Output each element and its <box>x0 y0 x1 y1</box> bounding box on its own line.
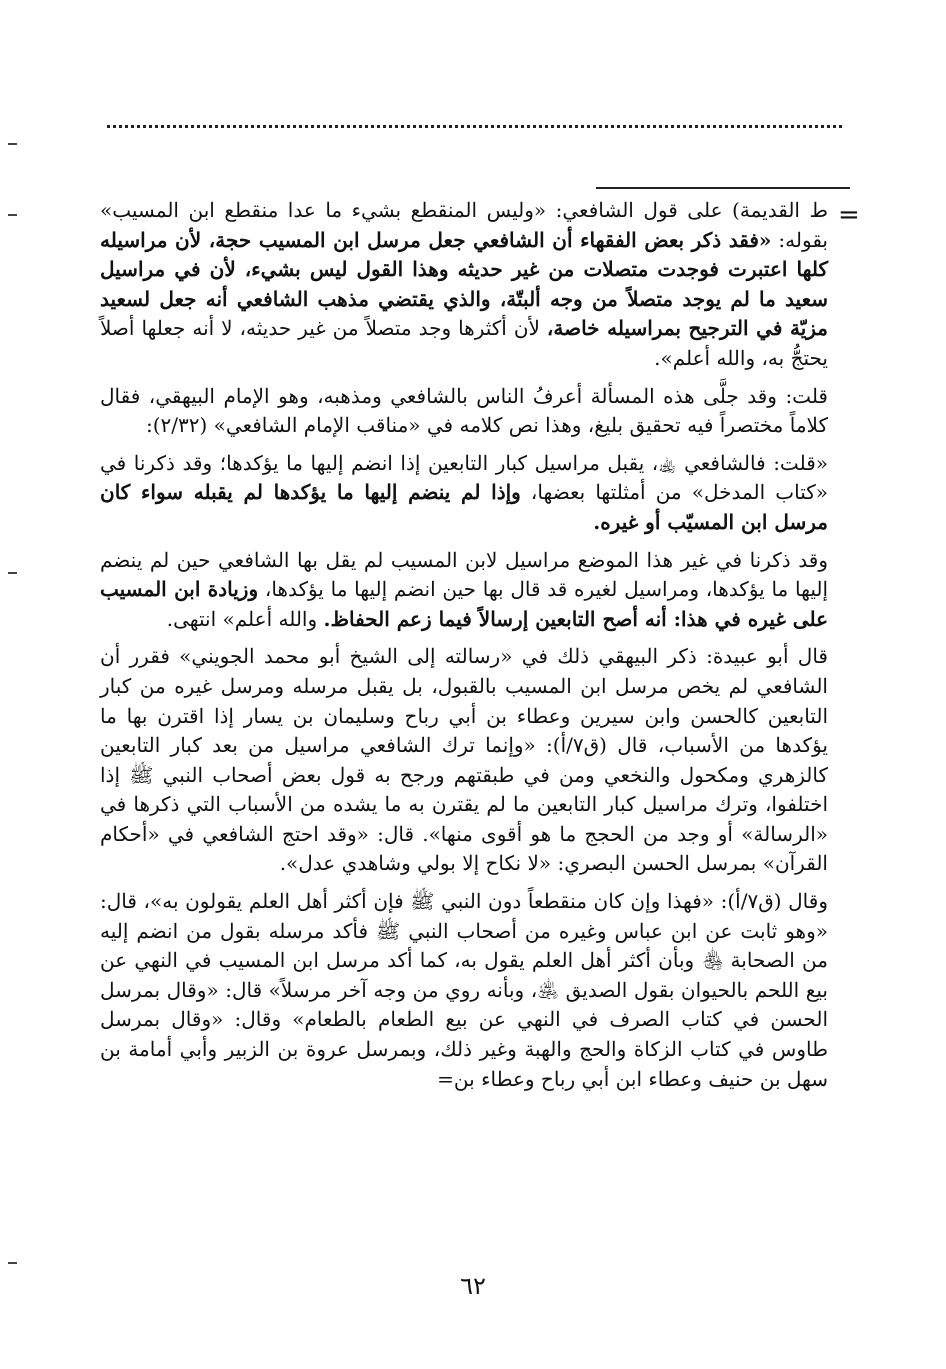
scan-margin-mark <box>8 214 17 216</box>
text-segment: ط القديمة) على قول الشافعي: «وليس المنقطع بشيء ما عدا منقطع ابن المسيب» بقوله: <box>100 198 829 252</box>
header-dotted-rule <box>107 125 842 128</box>
paragraph <box>100 382 828 441</box>
text-segment: لأن أكثرها وجد متصلاً من غير حديثه، لا أنه جعلها أصلاً يحتجُّ به، والله أعلم». <box>100 316 828 370</box>
scan-margin-mark <box>8 143 17 145</box>
continuation-mark: = <box>838 200 860 230</box>
text-segment: قلت: وقد جلَّى هذه المسألة أعرفُ الناس بالشافعي ومذهبه، وهو الإمام البيهقي، فقال كلاماً مختصراً فيه تحقيق بليغ، وهذا نص كلامه في «مناقب الإمام الشافعي» (٢/٣٢): <box>100 383 828 438</box>
text-segment: وقال (ق٧/أ): «فهذا وإن كان منقطعاً دون النبي ﷺ فإن أكثر أهل العلم يقولون به»، قال: «وهو ثابت عن ابن عباس وغيره من أصحاب النبي ﷺ فأكد مرسله بقول من انضم إليه من الصحابة ﵃ وبأن أكثر أهل العلم يقول به، كما أكد مرسل ابن المسيب في النهي عن بيع اللحم بالحيوان بقول الصديق ﵁، وبأنه روي من وجه آخر مرسلاً» قال: «وقال بمرسل الحسن في كتاب الصرف في النهي عن بيع الطعام بالطعام» وقال: «وقال بمرسل طاوس في كتاب الزكاة والحج والهبة وغير ذلك، وبمرسل عروة بن الزبير وأبي أمامة بن سهل بن حنيف وعطاء ابن أبي رباح وعطاء بن= <box>100 889 828 1091</box>
bold-text-segment: «فقد ذكر بعض الفقهاء أن الشافعي جعل مرسل ابن المسيب حجة، لأن مراسيله كلها اعتبرت فوجدت متصلات من غير حديثه وهذا القول ليس بشيء، لأن في مراسيل سعيد ما لم يوجد متصلاً من وجه ألبتّة، والذي يقتضي مذهب الشافعي أنه جعل لسعيد مزيّة في الترجيح بمراسيله خاصة، <box>100 227 829 341</box>
text-segment: والله أعلم» انتهى. <box>166 606 324 631</box>
paragraph <box>100 887 828 1094</box>
text-segment: وقد ذكرنا في غير هذا الموضع مراسيل لابن المسيب لم يقل بها الشافعي حين لم ينضم إليها ما يؤكدها، ومراسيل لغيره قد قال بها حين انضم إليها ما يؤكدها، <box>100 547 829 602</box>
paragraph <box>100 642 828 879</box>
page-number: ٦٢ <box>460 1272 486 1300</box>
bold-text-segment: وإذا لم ينضم إليها ما يؤكدها لم يقبله سواء كان مرسل ابن المسيّب أو غيره. <box>100 480 828 534</box>
paragraph <box>100 449 828 538</box>
scan-margin-mark <box>8 572 17 574</box>
footnote-separator-rule <box>596 187 850 189</box>
paragraph <box>100 546 828 635</box>
bold-text-segment: وزيادة ابن المسيب على غيره في هذا: أنه أصح التابعين إرسالاً فيما زعم الحفاظ. <box>100 577 828 631</box>
scan-margin-mark <box>8 1262 17 1264</box>
text-segment: قال أبو عبيدة: ذكر البيهقي ذلك في «رسالته إلى الشيخ أبو محمد الجويني» فقرر أن الشافعي لم يخص مرسل ابن المسيب بالقبول، بل يقبل مرسله ومرسل غيره من كبار التابعين كالحسن وابن سيرين وعطاء بن أبي رباح وسليمان بن يسار إذا اقترن بها ما يؤكدها من الأسباب، قال (ق٧/أ): «وإنما ترك الشافعي مراسيل من بعد كبار التابعين كالزهري ومكحول والنخعي ومن في طبقتهم ورجح به قول بعض أصحاب النبي ﷺ إذا اختلفوا، وترك مراسيل كبار التابعين ما لم يقترن به ما يشده من الأسباب التي ذكرها في «الرسالة» أو وجد من الحجج ما هو أقوى منها». قال: «وقد احتج الشافعي في «أحكام القرآن» بمرسل الحسن البصري: «لا نكاح إلا بولي وشاهدي عدل». <box>100 644 828 876</box>
footnote-text-body <box>100 196 828 1102</box>
text-segment: «قلت: فالشافعي ﵀، يقبل مراسيل كبار التابعين إذا انضم إليها ما يؤكدها؛ وقد ذكرنا في «كتاب المدخل» من أمثلتها بعضها، <box>100 450 829 505</box>
paragraph <box>100 196 828 374</box>
